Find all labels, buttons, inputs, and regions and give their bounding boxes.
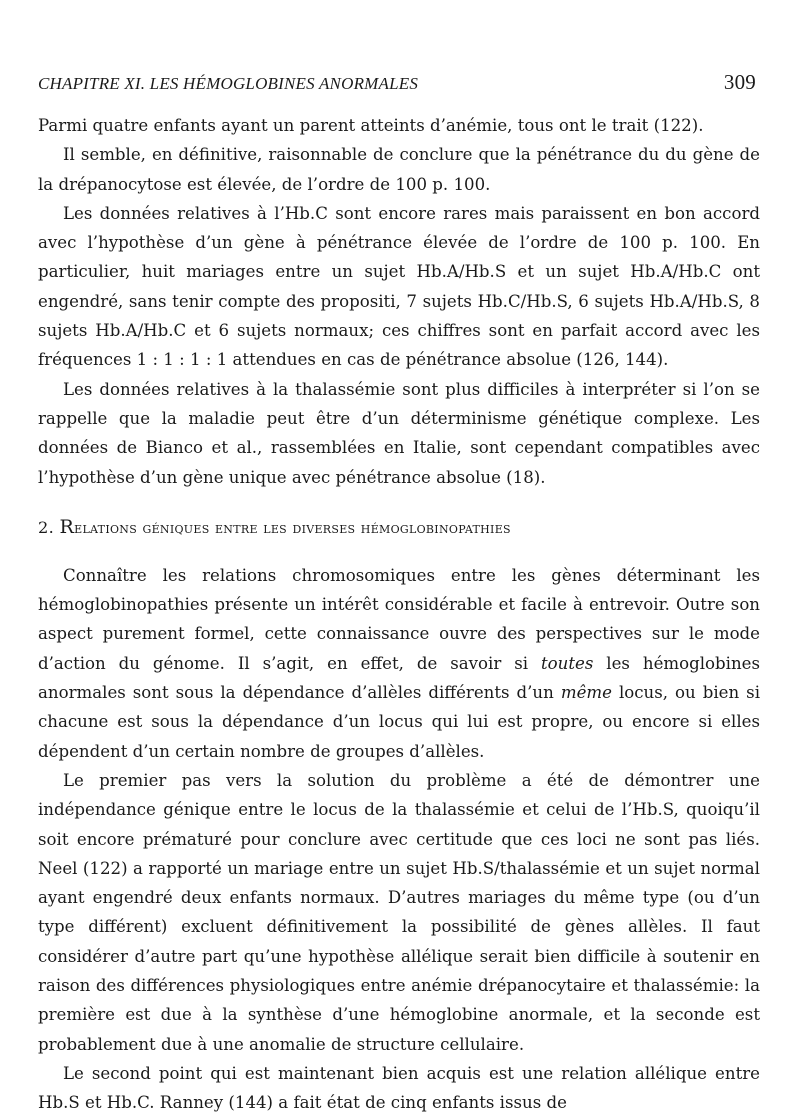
book-page — [38, 70, 760, 1118]
section-title: elations géniques entre les diverses hémoglobinopathies — [74, 517, 511, 537]
section-heading — [38, 515, 760, 540]
paragraph-5-part-c: locus, ou bien si chacune est sous la dépendance d’un locus qui lui est propre, ou encore si elles dépendent d’un certain nombre de groupes d’allèles. — [38, 683, 760, 761]
paragraph-5 — [38, 561, 760, 766]
paragraph-4: Les données relatives à la thalassémie sont plus difficiles à interpréter si l’on se rappelle que la maladie peut être d’un déterminisme génétique complexe. Les données de Bianco et al., rassemblées en Italie, sont cependant compatibles avec l’hypothèse d’un gène unique avec pénétrance absolue (18). — [38, 379, 760, 487]
running-title: CHAPITRE XI. LES HÉMOGLOBINES ANORMALES — [38, 74, 419, 93]
page-number: 309 — [723, 70, 756, 94]
paragraph-1: Parmi quatre enfants ayant un parent atteints d’anémie, tous ont le trait (122). — [38, 116, 704, 135]
emphasis-meme: même — [560, 683, 612, 703]
section-number: 2. — [38, 517, 55, 537]
paragraph-2: Il semble, en définitive, raisonnable de conclure que la pénétrance du du gène de la drépanocytose est élevée, de l’ordre de 100 p. 100. — [38, 145, 760, 194]
emphasis-toutes: toutes — [541, 653, 594, 673]
running-head — [38, 70, 760, 95]
section-initial: R — [59, 515, 75, 538]
paragraph-6: Le premier pas vers la solution du problème a été de démontrer une indépendance génique entre le locus de la thalassémie et celui de l’Hb.S, quoiqu’il soit encore prématuré pour conclure avec certitude que ces loci ne sont pas liés. Neel (122) a rapporté un mariage entre un sujet Hb.S/thalassémie et un sujet normal ayant engendré deux enfants normaux. D’autres mariages du même type (ou d’un type différent) excluent définitivement la possibilité de gènes allèles. Il faut considérer d’autre part qu’une hypothèse allélique serait bien difficile à soutenir en raison des différences physiologiques entre anémie drépanocytaire et thalassémie: la première est due à la synthèse d’une hémoglobine anormale, et la seconde est probablement due à une anomalie de structure cellulaire. — [38, 770, 760, 1054]
paragraph-5-part-b: les hémoglobines anormales sont sous la dépendance d’allèles différents d’un — [38, 653, 760, 703]
paragraph-7: Le second point qui est maintenant bien acquis est une relation allélique entre Hb.S et Hb.C. Ranney (144) a fait état de cinq enfants issus de — [38, 1063, 760, 1113]
paragraph-5-part-a: Connaître les relations chromosomiques entre les gènes déterminant les hémoglobinopathies présente un intérêt considérable et facile à entrevoir. Outre son aspect purement formel, cette connaissance ouvre des perspectives sur le mode d’action du génome. Il s’agit, en effet, de savoir si — [38, 565, 760, 673]
paragraph-3: Les données relatives à l’Hb.C sont encore rares mais paraissent en bon accord avec l’hypothèse d’un gène à pénétrance élevée de l’ordre de 100 p. 100. En particulier, huit mariages entre un sujet Hb.A/Hb.S et un sujet Hb.A/Hb.C ont engendré, sans tenir compte des propositi, 7 sujets Hb.C/Hb.S, 6 sujets Hb.A/Hb.S, 8 sujets Hb.A/Hb.C et 6 sujets normaux; ces chiffres sont en parfait accord avec les fréquences 1 : 1 : 1 : 1 attendues en cas de pénétrance absolue (126, 144). — [38, 203, 760, 370]
